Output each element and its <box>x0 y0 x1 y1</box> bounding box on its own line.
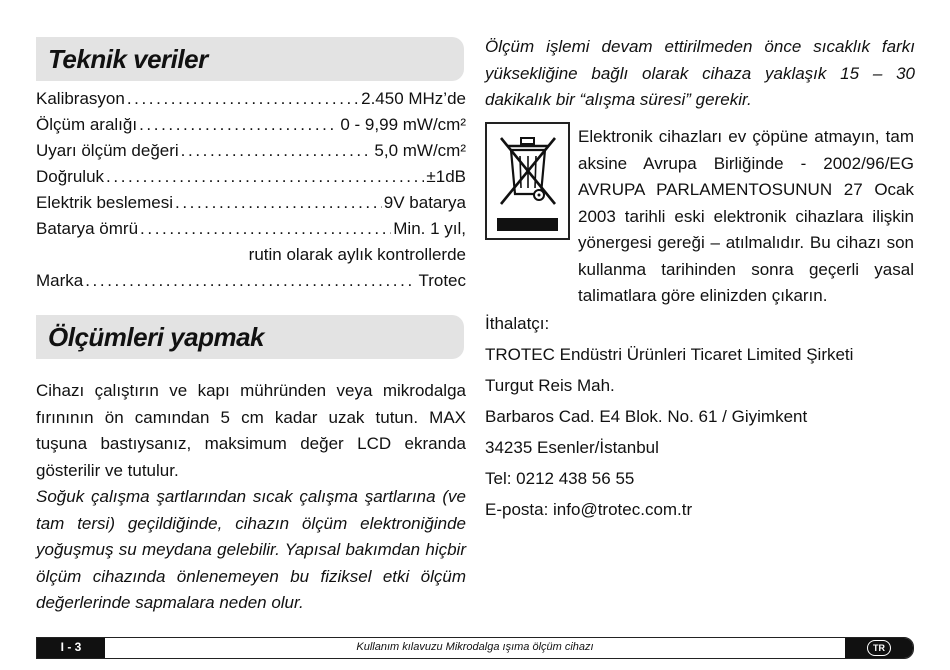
condensation-paragraph: Soğuk çalışma şartlarından sıcak çalışma şartlarına (ve tam tersi) geçildiğinde, cihazın ölçüm elektroniğinde yoğuşmuş su meydana gelebilir. Yapısal bakımdan hiçbir ölçüm cihazında önlenemeyen bu fiziksel etki ölçüm değerlerinde sapmalara neden olur. <box>36 487 466 612</box>
spec-row <box>36 268 466 294</box>
importer-label: İthalatçı: <box>485 314 550 333</box>
spec-row <box>36 190 466 216</box>
importer-line: Turgut Reis Mah. <box>485 376 615 395</box>
spec-row <box>36 138 466 164</box>
spec-value: 5,0 mW/cm² <box>374 141 466 160</box>
disposal-paragraph <box>578 124 914 310</box>
footer-title: Kullanım kılavuzu Mikrodalga ışıma ölçüm cihazı <box>356 641 594 653</box>
page-number: I - 3 <box>37 638 105 658</box>
spec-value: Min. 1 yıl, <box>393 219 466 238</box>
importer-email: E-posta: info@trotec.com.tr <box>485 500 693 519</box>
spec-label: Batarya ömrü <box>36 219 139 238</box>
spec-list <box>36 86 466 294</box>
language-badge <box>845 638 913 658</box>
section-title-measuring: Ölçümleri yapmak <box>48 322 264 352</box>
spec-label: Kalibrasyon <box>36 89 125 108</box>
spec-label: Uyarı ölçüm değeri <box>36 141 179 160</box>
spec-value: 0 - 9,99 mW/cm² <box>340 115 466 134</box>
section-header-measuring <box>36 315 464 359</box>
language-code: TR <box>867 640 891 656</box>
spec-continuation: rutin olarak aylık kontrollerde <box>248 245 466 264</box>
importer-line: 34235 Esenler/İstanbul <box>485 438 659 457</box>
importer-line: Barbaros Cad. E4 Blok. No. 61 / Giyimkent <box>485 407 808 426</box>
spec-value: 2.450 MHz’de <box>361 89 466 108</box>
section-header-technical <box>36 37 464 81</box>
weee-symbol <box>485 122 570 240</box>
disposal-text: Elektronik cihazları ev çöpüne atmayın, tam aksine Avrupa Birliğinde - 2002/96/EG AVRUPA PARLAMENTOSUNUN 27 Ocak 2003 tarihli eski elektronik cihazlara ilişkin yönergesi gereği – atılmalıdır. Bu cihazı son kullanma tarihinden sonra geçerli yasal talimatlara göre elinizden çıkarın. <box>578 127 914 305</box>
spec-value: Trotec <box>418 271 466 290</box>
spec-label: Ölçüm aralığı <box>36 115 138 134</box>
spec-row <box>36 112 466 138</box>
acclimatization-paragraph: Ölçüm işlemi devam ettirilmeden önce sıcaklık farkı yüksekliğine bağlı olarak cihaza yaklaşık 15 – 30 dakikalık bir “alışma süresi” gerekir. <box>485 37 915 109</box>
importer-line: TROTEC Endüstri Ürünleri Ticaret Limited Şirketi <box>485 345 854 364</box>
section-title-technical: Teknik veriler <box>48 44 208 74</box>
spec-row <box>36 216 466 242</box>
spec-row <box>36 164 466 190</box>
measuring-paragraph: Cihazı çalıştırın ve kapı mühründen veya mikrodalga fırınının ön camından 5 cm kadar uzak tutun. MAX tuşuna bastıysanız, maksimum değer LCD ekranda gösterilir ve tutulur. <box>36 381 466 480</box>
spec-value: ±1dB <box>426 167 466 186</box>
spec-label: Marka <box>36 271 84 290</box>
spec-value: 9V batarya <box>383 193 466 212</box>
spec-label: Elektrik beslemesi <box>36 193 173 212</box>
page-footer <box>36 637 914 659</box>
crossed-out-wheelie-bin-icon <box>487 124 568 238</box>
spec-label: Doğruluk <box>36 167 105 186</box>
importer-line: Tel: 0212 438 56 55 <box>485 469 635 488</box>
spec-row <box>36 86 466 112</box>
